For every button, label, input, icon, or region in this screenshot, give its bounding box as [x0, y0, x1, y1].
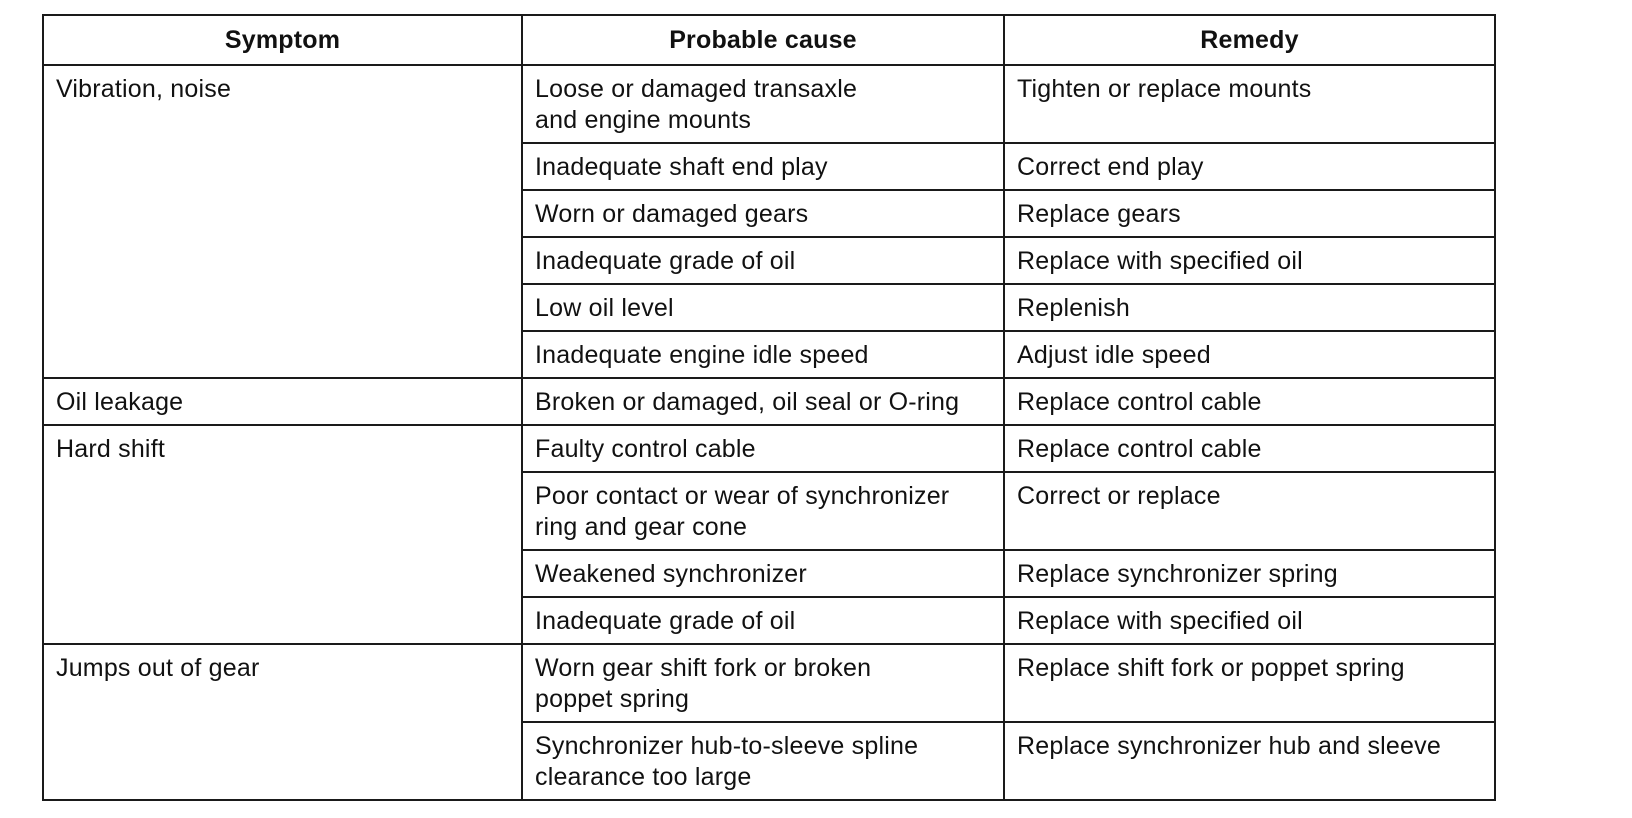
cause-cell: Loose or damaged transaxle and engine mounts	[522, 65, 1004, 143]
remedy-cell: Replace control cable	[1004, 425, 1495, 472]
symptom-cell: Oil leakage	[43, 378, 522, 425]
remedy-cell: Replace synchronizer spring	[1004, 550, 1495, 597]
remedy-cell: Replace with specified oil	[1004, 597, 1495, 644]
header-probable-cause: Probable cause	[522, 15, 1004, 65]
remedy-cell: Replace shift fork or poppet spring	[1004, 644, 1495, 722]
remedy-cell: Correct end play	[1004, 143, 1495, 190]
header-row	[43, 15, 1495, 65]
remedy-cell: Replace with specified oil	[1004, 237, 1495, 284]
cause-cell: Weakened synchronizer	[522, 550, 1004, 597]
cause-cell: Low oil level	[522, 284, 1004, 331]
remedy-cell: Replace control cable	[1004, 378, 1495, 425]
cause-cell: Broken or damaged, oil seal or O-ring	[522, 378, 1004, 425]
remedy-cell: Correct or replace	[1004, 472, 1495, 550]
remedy-cell: Replace synchronizer hub and sleeve	[1004, 722, 1495, 800]
cause-cell: Inadequate grade of oil	[522, 237, 1004, 284]
troubleshooting-table	[42, 14, 1496, 801]
cause-cell: Inadequate shaft end play	[522, 143, 1004, 190]
symptom-cell: Hard shift	[43, 425, 522, 644]
header-remedy: Remedy	[1004, 15, 1495, 65]
cause-cell: Inadequate grade of oil	[522, 597, 1004, 644]
remedy-cell: Tighten or replace mounts	[1004, 65, 1495, 143]
cause-cell: Worn or damaged gears	[522, 190, 1004, 237]
cause-cell: Worn gear shift fork or broken poppet spring	[522, 644, 1004, 722]
cause-cell: Synchronizer hub-to-sleeve spline clearance too large	[522, 722, 1004, 800]
symptom-cell: Jumps out of gear	[43, 644, 522, 800]
table-row	[43, 378, 1495, 425]
table-row	[43, 425, 1495, 472]
cause-cell: Poor contact or wear of synchronizer ring and gear cone	[522, 472, 1004, 550]
table-row	[43, 644, 1495, 722]
remedy-cell: Adjust idle speed	[1004, 331, 1495, 378]
remedy-cell: Replace gears	[1004, 190, 1495, 237]
header-symptom: Symptom	[43, 15, 522, 65]
table-row	[43, 65, 1495, 143]
cause-cell: Inadequate engine idle speed	[522, 331, 1004, 378]
cause-cell: Faulty control cable	[522, 425, 1004, 472]
remedy-cell: Replenish	[1004, 284, 1495, 331]
symptom-cell: Vibration, noise	[43, 65, 522, 378]
